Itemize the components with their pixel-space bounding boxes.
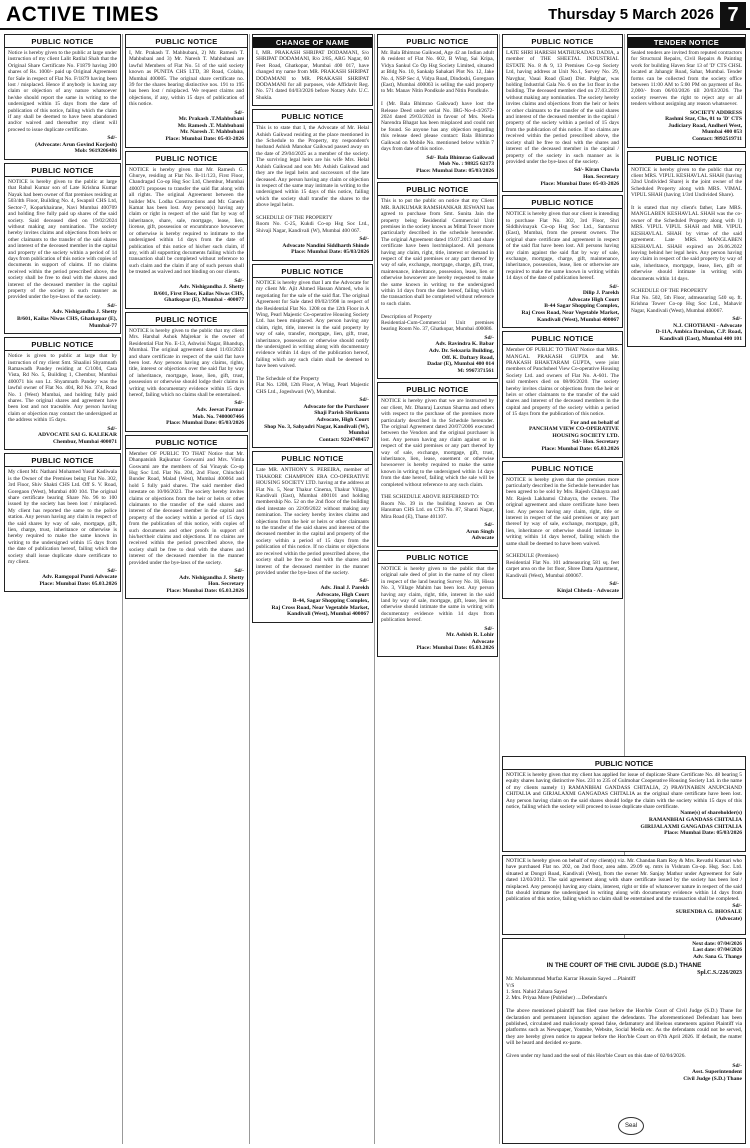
notice-signature: Name(s) of shareholder(s) RAMANBHAI GANDASS CHITALIA GIRIJALAXMI GANGADAS CHITALIA Place: Mumbai Date: 05/03/2026	[640, 810, 742, 837]
issue-date: Thursday 5 March 2026	[548, 6, 714, 23]
notice-signature: Sd/- Kinjal Chheda - Advocate	[556, 581, 619, 594]
notice-block	[252, 451, 373, 622]
notice-block	[125, 312, 248, 432]
notice-signature: Sd/- ADVOCATE SAI G. KALEKAR Chembur, Mumbai 400071	[37, 425, 117, 445]
notice-block	[377, 34, 498, 179]
notice-block	[502, 34, 623, 192]
column-6	[627, 34, 746, 752]
notice-body: Sealed tenders are invited from reputed contractors for Structural Repairs, Civil Repairs & Painting work for building Haven Star 13 of 'D' CTS CHSL located at Jahangir Road, Sahar, Mumbai. Tender forms can be collected from the society office between 11:00 AM to 5:00 PM on payment of Rs. 2,000/- from 06/03/2026 till 20/03/2026. The society reserves the right to reject any or all tenders without assigning any reason whatsoever.	[631, 50, 742, 108]
notice-body: NOTICE is hereby given that Mr. Ramesh G. Ghurye, residing at Flat No. B-11/123, First Floor, Chandragad Co-op Hsg Soc Ltd, Chembur, Mumbai 400071 proposes to transfer the said flat along with all rights. The original Agreement between the builder M/s. Lodha Constructions and Mr. Ganesh Kamat has been lost. Any person(s) having any claim or right in respect of the said flat by way of inheritance, share, sale, mortgage, lease, lien, license, gift, possession or encumbrance howsoever or otherwise is hereby required to intimate to the undersigned within 14 days from the date of publication of this notice of his/her such claim, if any, with all supporting documents failing which the transaction shall be completed without reference to such claim and the claim if any of such person shall be treated as waived and not binding on our clients.	[129, 166, 244, 276]
column-2	[125, 34, 248, 1144]
notice-heading: PUBLIC NOTICE	[253, 112, 372, 123]
notice-body: Member OF PUBLIC TO THAT Notice that Mr. Dhanpatsinh Rajkumar Goswami and Mrs. Vimla Goswami are the members of Sai Vinayak Co-op Hsg Soc Ltd. Flat No. 204, 2nd Floor, Chincholi Bunder Road, Malad (West), Mumbai 400064 and hold 5 fully paid shares. The said member died intestate on 10/06/2023. The society hereby invites claims or objections from the heir or heirs or other claimants to the transfer of the said shares and interest of the deceased member in the capital and property of the society within a period of 15 days from the publication of this notice, with copies of such documents and other proofs in support of his/her/their claims and objections. If no claims are received within the period prescribed above, the society shall be free to deal with the shares and interest of the deceased member in the manner provided under the bye-laws of the society.	[129, 450, 244, 566]
notice-heading: PUBLIC NOTICE	[5, 37, 120, 48]
notice-body: This is to put the public on notice that my Client MR. RAJKUMAR RAMSHANKAR JESWANI has agreed to purchase from Smt. Sunita Jain the property being Residential Commercial Unit premises in the society known as Mittal Tower more particularly described in the schedule hereunder. The original Agreement dated 19.07.2013 and share certificate have been lost/misplaced. All persons having any claim, right, title, interest or demand in respect of the said premises or any part thereof by way of sale, exchange, mortgage, charge, gift, trust, maintenance, inheritance, possession, lease, lien or otherwise howsoever are hereby requested to make the same known in writing to the undersigned within 14 days from the date hereof, failing which the transaction shall be completed without reference to such claim. Description of Property Residential-Cum-Commercial Unit premises bearing Room No. 37, Ghatkopar, Mumbai 400086.	[381, 198, 495, 333]
notice-heading: PUBLIC NOTICE	[126, 154, 247, 165]
notice-block	[252, 34, 373, 106]
notice-body: I, MR. PRAKASH SHRIPAT DODAMANI, S/o SHRIPAT DODAMANI, R/o 2/85, ARG Nagar, 60 Feet Road, Ghatkopar, Mumbai 400 017, have changed my name from MR. PRAKASH SHRIPAT DODAMANI to MR. PRAKASH SHRIPAT DODAMANI for all purposes, vide Affidavit Reg. No. 571 dated 04/03/2026 before Notary Adv. U.C. Shukla.	[256, 50, 369, 101]
column-divider	[374, 34, 375, 1144]
notice-heading: PUBLIC NOTICE	[378, 37, 497, 48]
notice-heading: PUBLIC NOTICE	[503, 464, 622, 475]
notice-heading: PUBLIC NOTICE	[5, 340, 120, 351]
share-certificate-notice	[502, 756, 746, 852]
notice-block	[627, 34, 746, 148]
notice-block	[502, 331, 623, 457]
notice-body: NOTICE is hereby given to the public that my client Mrs. Harshal Ashok Majrekar is the owner of Residential Flat No. E-13, Ashwini Nagar, Bhandup, Mumbai. The original agreement dated 11/03/2023 and share certificate in respect of the said flat have been lost. Any persons having any claims, rights, title, interest or objections over the said flat by way of inheritance, mortgage, lease, lien, gift, trust, possession or otherwise should lodge their claims in writing with documentary evidence within 15 days hereof, failing which no claims shall be entertained.	[129, 327, 244, 398]
flat-purchase-notice	[502, 855, 746, 935]
notice-signature: Sd/- Advocate for the Purchaser Shaji Parish Shrikanta Advocate, High Court Shop No. 3, Sahyadri Nagar, Kandivali (W), Mumbai Contact: 9224748457	[264, 397, 369, 443]
notice-block	[125, 34, 248, 148]
court-summons-notice	[502, 938, 746, 1144]
notice-heading: PUBLIC NOTICE	[503, 334, 622, 345]
notice-block	[377, 550, 498, 657]
notice-block	[252, 264, 373, 448]
notice-signature: Sd/- (Advocate: Arun Govind Korjosh) Mob: 9619206486	[35, 135, 117, 155]
notice-body: NOTICE is hereby given to the public that my client MRS. VIPUL KESHAVLAL SHAH (having 32nd Undivided Share) is the joint owner of the Scheduled Property along with MRS. VIMAL VIPUL SHAH (having 1/3rd Undivided Share). It is stated that my client's father, Late MRS. MANGLABEN KESHAVLAL SHAH was the co-owner of the Scheduled Property along with 1) MRS. VIPUL VIPUL SHAH and MR. VIPUL KESHAVLAL SHAH by virtue of the said agreement. Late MRS. MANGLABEN KESHAVLAL SHAH expired on 26.06.2022 leaving behind her legal heirs. Any person having any claim in respect of the said property by way of sale, inheritance, mortgage, lease, lien, gift or otherwise should intimate in writing with documents within 14 days. SCHEDULE OF THE PROPERTY Flat No. 502, 5th Floor, admeasuring 540 sq. ft. Krishna Tower Co-op Hsg Soc Ltd., Mahavir Nagar, Kandivali (West), Mumbai 400067.	[631, 166, 742, 314]
column-1	[4, 34, 121, 1144]
notice-block	[4, 34, 121, 160]
notice-block	[502, 195, 623, 328]
notice-body: I, Mr. Prakash T. Mahbubani, 2) Mr. Ramesh T. Mahbubani and 3) Mr. Naresh T. Mahbubani are lawful Members of Flat No. 51 of the said society known as PUNITA CHS LTD, 38 Road, Colaba, Mumbai 400005. The original share certificate no. 39 for the shares bearing distinctive nos. 191 to 195 has been lost / misplaced. We request claims and objections, if any, within 15 days of publication of this notice.	[129, 50, 244, 108]
notice-signature: Sd/- Adv. Jeevat Parmar Mob. No. 7400007466 Place: Mumbai Date: 05/03/2026	[166, 400, 244, 427]
notice-body: LATE SHRI HARESH MATHURADAS DADIA, a member of THE SHEETAL INDUSTRIAL ESTATE No. 8 & 9, 13 Premises Co-op Society Ltd, having address at Unit No.1, Survey No. 29, Navghar, Vasai Road (East) Dist. Palghar, was holding Industrial Gala No. 6 on the 1st floor in the building. The deceased member died on 27.03.2019 without making any nomination. The society hereby invites claims and objections from the heir or heirs or other claimants to the transfer of the said shares and interest of the deceased member in the capital / property of the society within a period of 15 days from the publication of this notice. If no claims are received within the period prescribed above, the society shall be free to deal with the shares and interest of the deceased member in the capital / property of the society in such manner as is provided under the bye-laws of the society.	[506, 50, 619, 165]
notice-heading: PUBLIC NOTICE	[503, 198, 622, 209]
notice-signature: Sd/- SURENDRA G. BHOSALE (Advocate)	[675, 902, 742, 923]
notice-heading: PUBLIC NOTICE	[378, 185, 497, 196]
notice-block	[502, 461, 623, 600]
suit-number: Spl.C.S./226/2023	[697, 970, 742, 977]
notice-heading: PUBLIC NOTICE	[5, 456, 120, 467]
notice-body: Notice is given to public at large that by instruction of my client Smt. Shaalini Shyamnath Ramawadh Pandey residing at C/1004, Casa Vista, Rd No. 5, Building 1, Chembur, Mumbai 400071 his son Lt. Shyamnath Pandey was the lawful owner of Flat No. 404, Rd No. 374, Road No. 1 (West) Mumbai, and holding fully paid shares. The original shares and agreement have been lost and not traceable. Any person having claim or objection may contact the undersigned at the address within 15 days.	[8, 353, 117, 424]
notice-signature: Sd/- Kiran Chawla Hon. Secretary Place: Mumbai Date: 05-03-2026	[540, 167, 619, 187]
notice-body: Notice is hereby given to the public at large under instruction of my client Lalit Ratilal Shah that the Original Share Certificate No. F1879 having 200 shares of Rs. 1000/- paid up Original Agreement for Sale in respect of Flat No. F/1879 having been lost / misplaced. Hence if anybody is having any claim or objection of any nature whatsoever he/she should report the same in writing to the undersigned within 15 days from the date of publication of this notice, failing which the claim if any shall be deemed to have been abandoned and/or waived and thereafter my client will proceed to issue duplicate certificate.	[8, 50, 117, 133]
notice-heading: PUBLIC NOTICE	[628, 154, 745, 165]
notice-heading: PUBLIC NOTICE	[253, 267, 372, 278]
notice-heading: PUBLIC NOTICE	[378, 553, 497, 564]
notice-heading: PUBLIC NOTICE	[253, 454, 372, 465]
notice-signature: Sd/- Adv. Nishigandha J. Shetty B/601, Kailas Niwas CHS, Ghatkopar (E), Mumbai-77	[17, 302, 117, 329]
notice-signature: Sd/- Advocate Nandini Siddharth Shinde Place: Mumbai Date: 05/03/2026	[282, 236, 369, 256]
notice-heading: CHANGE OF NAME	[253, 37, 372, 48]
notice-body: Mr. Bala Bhimrao Gaikwad, Age 42 an Indian adult & resident of Flat No. 602, B Wing, Sai Kripa, Vidya Sankul Co Op Hsg Society Limited, situated at Bldg No. 10, Sankalp Sahakari Plot No. 12, Jake No. 4, NSP Sec 4, Vidya Road, Dindoshi, Goregaon (East), Mumbai 400063 is selling the said property to Mr. Manav Nitin Pondkule and Nitin Pondkule. I (Mr. Bala Bhimrao Gaikwad) have lost the Release Deed under serial No. IRG-No-4-4/2672-2024 dated 29/03/2024 in favour of Mrs. Neela Narendra Bhagat has been misplaced and could not be found. So anyone has any objection regarding this release deed please contact: Bala Bhimrao Gaikwad on Mobile No. mentioned below within 7 days from date of this notice.	[381, 50, 494, 153]
notice-block	[125, 435, 248, 600]
notice-body: NOTICE is hereby given that our client is intending to purchase Flat No. 302, 3rd Floor, Shri Siddhivinayak Co-op Hsg Soc Ltd., Santacruz (East), Mumbai, from the present owners. The original share certificate and agreement in respect of the said flat have been lost. All persons having any claim against the said flat by way of sale, exchange, mortgage, charge, gift, maintenance, inheritance, possession, lease, lien or otherwise are required to make the same known in writing within 14 days of the date of publication hereof.	[506, 211, 619, 282]
column-divider	[122, 34, 123, 1144]
notice-body: NOTICE is hereby given to the public that the original sale deed of plot in the name of my client in respect of the land bearing Survey No. 18, Hissa No. 3, Village Mahim has been lost. Any person having any claim, right, title, interest in the said land by way of sale, mortgage, gift, lease, lien or otherwise should intimate the same in writing with documentary evidence within 14 days from publication hereof.	[381, 565, 494, 624]
notice-body: This is to state that I, the Advocate of Mr. Helal Ashish Gaikwad residing at the place mentioned in the Schedule to the Property, my respondent's husband Ashish Manohar Gaikwad passed away on the date of 29/04/2025 as a member of the society. The surviving legal heirs are his wife Mrs. Helal Ashish Gaikwad and son Mr. Ashish Gaikwad and they are the legal heirs and successors of the late deceased. Any person having any claim or objection in respect of the same may intimate in writing to the undersigned within 15 days of this notice, failing which the society shall transfer the shares to the above legal heirs. SCHEDULE OF THE PROPERTY Room No. C-25, Kukdi Co-op Hsg Soc Ltd., Shivaji Nagar, Kandivali (W), Mumbai 400 067.	[256, 125, 369, 234]
notice-block	[252, 109, 373, 261]
notice-heading: PUBLIC NOTICE	[503, 37, 622, 48]
notice-signature: Sd/- Mr. Prakash .T.Mahbubani Mr. Ramesh .T. Mahbubani Mr. Naresh .T. Mahbubani Place: Mumbai Date: 05-03-2026	[165, 109, 244, 143]
page-number: 7	[720, 2, 746, 28]
notice-body: NOTICE is hereby given to the public at large that Rahul Kumar son of Late Krishna Kumar Nayak had been owner of flat premises residing at 503/4th Floor, Building No. 4, Swapnil CHS Ltd, Sector-7, Koparkhairane, Navi Mumbai 400709 and holding five fully paid up shares of the said society. Said deceased died on 19/02/2024 without making any nomination. The society hereby invites claims and objections from heirs or other claimants to the transfer of the said shares and interest of the deceased member in the capital and property of the society within a period of 14 days from publication of this notice with copies of documents in support of claims. If no claims received within the period prescribed above, the society shall be free to deal with the shares and interest of the deceased member in the capital property of the society in such manner as provided under the bye-laws of the society.	[8, 179, 117, 301]
court-title: IN THE COURT OF THE CIVIL JUDGE (S.D.) THANE	[546, 962, 702, 970]
notice-block	[377, 182, 498, 379]
notice-signature: Sd/- Dilip J. Parekh Advocate High Court B-44 Sagar Shopping Complex, Raj Cross Road, Near Vegetable Market, Kandivali (West), Mumbai 400067	[521, 283, 619, 323]
column-divider	[249, 34, 250, 1144]
notice-heading: PUBLIC NOTICE	[126, 438, 247, 449]
notice-signature: Sd/- Adv. Ramgopal Punti Advocate Place: Mumbai Date: 05.03.2026	[39, 567, 117, 587]
notice-body: Mr. Mohammmad Murfaz Karrar Hussain Sayed ....Plaintiff V/S 1. Smt. Nahid Zohara Sayed 2. Mrs. Priyaa More (Publisher) ....Defendant's The above mentioned plaintiff has filed case before the Hon'ble Court of Civil Judge (S.D.) Thane for declaration and permanent injunction against the defendants. The aforementioned Defendant has been published, circulated and maliciously spread false, defamatory and libelous statements against Plaintiff via platforms such as Newspaper, Youtube, Website, Social Media etc. As the defendants could not be served, they are hereby given notice to appear before the Hon'ble Court on 07th April 2026. If default, the matter will be heard and decided ex-parte. Given under my hand and the seal of this Hon'ble Court on this date of 02/04/2026.	[506, 976, 742, 1060]
notice-signature: Sd/- Arun Singh Advocate	[466, 522, 494, 542]
notice-signature: Sd/- Bala Bhimrao Gaikwad Mob No. : 98825 62173 Place: Mumbai Date: 05/03/2026	[416, 154, 494, 174]
column-4	[377, 34, 498, 1144]
notice-block	[4, 337, 121, 450]
column-3	[252, 34, 373, 1144]
court-seal: Seal	[618, 1117, 644, 1135]
notice-signature: Sd/- Adv. Nishigandha J. Shetty B/601, First Floor, Kailas Niwas CHS, Ghatkopar (E), Mumbai - 400077	[153, 277, 244, 304]
notice-block	[4, 163, 121, 334]
notice-signature: Sd/- Mr. Ashish R. Lohir Advocate Place: Mumbai Date: 05.03.2026	[416, 625, 494, 652]
notice-heading: PUBLIC NOTICE	[126, 37, 247, 48]
notice-block	[4, 453, 121, 592]
notice-block	[627, 151, 746, 348]
notice-signature: Sd/- Asst. Superintendent Civil Judge (S.D.) Thane	[683, 1062, 742, 1082]
notice-heading: PUBLIC NOTICE	[126, 315, 247, 326]
notice-heading: TENDER NOTICE	[628, 37, 745, 48]
notice-body: NOTICE is hereby given that my client has applied for issue of duplicate Share Certificate No. 48 bearing 5 equity shares having distinctive Nos. 231 to 235 of Gulmohar Cooperative Housing Society Ltd. in the name of my clients namely 1) RAMANBHAI GANDASS CHITALIA, 2) PRAVINABEN ANUPCHAND CHITALIA and GIRJALAXMI GANGADAS CHITALIA as the original share certificate have been lost. Any person having claim on the said shares should lodge the claim with the society within 15 days of this notice, failing which the society will proceed to issue duplicate share certificate.	[506, 772, 742, 811]
notice-heading: PUBLIC NOTICE	[503, 759, 745, 770]
notice-signature: Sd/- Adv. Jinal J. Parekh Advocate, High Court B-44, Sagar Shopping Complex, Raj Cross Road, Near Vegetable Market, Kandivali (West), Mumbai 400067	[271, 578, 369, 618]
notice-block	[125, 151, 248, 309]
notice-body: NOTICE is hereby given that the premises more particularly described in the Schedule hereunder has been agreed to be sold by Mrs. Rajesh Chhayra and Mr. Rajesh Lakhamsi Chhayra, the owners. The original agreement and share certificate have been lost. Any person having any claim, right, title or interest in respect of the said premises or any part thereof by way of sale, exchange, mortgage, gift, lien, inheritance or otherwise should intimate in writing within 14 days hereof, failing which the same shall be deemed to have been waived. SCHEDULE (Premises) Residential Flat No. 101 admeasuring 581 sq. feet carpet area on the 1st floor, Shree Datta Apartment, Kandivali (West), Mumbai 400067.	[506, 476, 619, 579]
notice-block	[377, 382, 498, 547]
newspaper-title: ACTIVE TIMES	[6, 3, 160, 26]
notice-signature: SOCIETY ADDRESS Rashmi Star, Chs, 01 to 'D' CTS Judiciary Road, Andheri West, Mumbai 400 053 Contact: 9892519711	[665, 109, 742, 143]
masthead	[0, 0, 750, 30]
column-divider	[499, 34, 500, 1144]
notice-body: Member OF PUBLIC TO THAT Notice that MRS. MANGAL PRAKASH GUPTA and Mr. PRAKASH BHAKTARAM GUPTA, were joint members of Panchsheel View Co-operative Housing Society Ltd. and owners of Flat No. A-601. The said members died on 08/06/2020. The society hereby invites claims or objections from the heir or heirs or other claimants to the transfer of the said shares and interest of the deceased members in the capital and property of the society within a period of 15 days from the publication of this notice.	[506, 347, 619, 418]
notice-heading: PUBLIC NOTICE	[5, 166, 120, 177]
court-meta: Next date: 07/04/2026 Last date: 07/04/2026 Adv. Sana G. Thange	[692, 941, 742, 960]
notice-body: My client Mr. Nathani Mohamed Yusuf Kadiwala is the Owner of the Premises being Flat No. 302, 3rd Floor, Shiv Shakti CHS Ltd. Off S. V. Road, Goregaon (West), Mumbai 400 104. The original share certificate bearing Share No. 96 to 100 issued by the society has been lost / misplaced. My client has reported the same to the police station. Any person having any claim in respect of the said shares by way of sale, mortgage, gift, lien, charge, trust, inheritance or otherwise is hereby required to make the same known in writing to the undersigned within 15 days from the date of publication hereof, failing which the society shall issue duplicate share certificate to my client.	[8, 469, 117, 566]
notice-signature: Sd/- Adv. Nishigandha J. Shetty Hon. Secretary Place: Mumbai Date: 05.03.2026	[166, 568, 244, 594]
notice-signature: For and on behalf of PANCHAM VIEW CO-OPERATIVE HOUSING SOCIETY LTD. Sd/- Hon. Secretary Place: Mumbai Date: 05.03.2026	[528, 419, 619, 452]
column-5	[502, 34, 623, 752]
notice-heading: PUBLIC NOTICE	[378, 385, 497, 396]
notice-body: Late MR. ANTHONY S. PEREIRA, member of THAKORE CHAMPION ERA CO-OPERATIVE HOUSING SOCIETY LTD. having at the address at Flat No. 5, Near Thakur Cinema, Thakur Village, Kandivali (East), Mumbai 400101 and holding membership No. 52 on the 2nd floor of the building died intestate on 22/09/2022 without making any nomination. The society hereby invites claims and objections from the heir or heirs or other claimants to the transfer of the said shares and interest of the deceased member in the capital and property of the society within a period of 15 days from the publication of this notice. If no claims or objections are received within the period prescribed above, the society shall be free to deal with the shares and interest of the deceased member in the manner provided under the bye-laws of the society.	[256, 467, 369, 576]
notice-body: NOTICE is hereby given that I am the Advocate for my client Mr. Ajit Ahmed Hassan Ahmed, who is negotiating for the sale of the said flat. The original Agreement for Sale dated 09/02/1998 in respect of the Residential Flat No. 1208 on the 12th Floor in A Wing, Pearl Majestic Co-operative Housing Society Ltd. has been misplaced. Any person having any claim, right, title, interest in the said property by way of sale, transfer, mortgage, lien, gift, trust, inheritance, possession or otherwise should notify the undersigned in writing along with documentary evidence within 14 days of the publication hereof, failing which any such claim shall be deemed to have been waived. The Schedule of the Property Flat No. 1208, 12th Floor, A Wing, Pearl Majestic CHS Ltd., Jogeshwari (W), Mumbai.	[256, 279, 369, 395]
notice-signature: Sd/- N.J. CHOTHANI - Advocate D-11A, Ambica Darshan, C.P. Road, Kandivali (East), Mumbai 400 101	[655, 315, 742, 342]
notice-signature: Sd/- Adv. Ravindra K. Babar Adv. Dr. Seksaria Building, Off. K. Daftary Road, Dadar (E), Mumbai 400 014 M: 9967371561	[427, 334, 494, 374]
notice-body: NOTICE is hereby given that we are instructed by our client, Mr. Dhanraj Laxman Sharma and others with respect to the purchase of the premises more particularly described in the Schedule hereunder. The original Agreement dated 20/07/2006 executed between the Vendors and the original purchaser is lost. Any person having any claim against or in respect of the said premises or any part thereof by way of sale, exchange, mortgage, gift, trust, inheritance, lien, lease, easement or otherwise howsoever is hereby required to make the same known in writing to the undersigned within 14 days from the date hereof, failing which the sale will be completed without reference to any such claim. THE SCHEDULE ABOVE REFERRED TO: Room No. 39 in the building known as Om Hanuman CHS Ltd. on CTS No. 87, Shanti Nagar, Mira Road (E), Thane 401107.	[381, 398, 494, 520]
notice-body: NOTICE is hereby given on behalf of my client(s) viz. Mr. Chandan Ram Roy & Mrs. Revathi Kumari who have purchased Flat no. 202, on 2nd floor, area adm. 29.09 sq. mtrs in Vishram Co-op. Hsg. Soc. Ltd. situated at Dongri Road, Kandivali (West), from the owner Mr. Sanjay Mathur under Agreement for Sale dated 12/03/2012. The said agreement along with share certificate issued by the society has been lost / misplaced. Any person(s) having any claim, interest, right or title of whatsoever nature in respect of the said flat should intimate the undersigned in writing along with documentary evidence within 14 days from publication of this notice, failing which no claim shall be entertained and the transaction shall be completed.	[506, 858, 742, 903]
